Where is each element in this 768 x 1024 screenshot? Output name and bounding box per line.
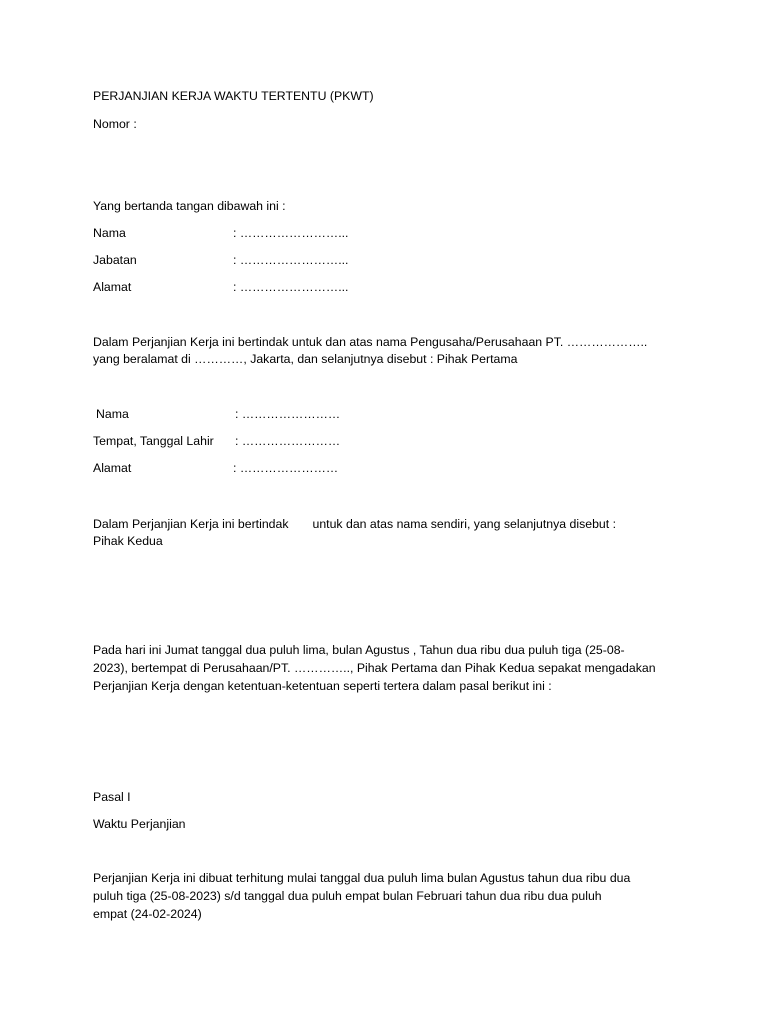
intro-text: Yang bertanda tangan dibawah ini : [93, 199, 286, 213]
pasal1-subheading: Waktu Perjanjian [93, 817, 186, 831]
party1-alamat-label: Alamat [93, 280, 132, 294]
party2-nama-label: Nama [96, 407, 129, 421]
party1-jabatan-label: Jabatan [93, 253, 137, 267]
party2-statement-line1 [93, 517, 616, 532]
party1-nama-value: : ……………………... [233, 226, 349, 240]
pasal1-heading: Pasal I [93, 790, 131, 804]
party2-ttl-label: Tempat, Tanggal Lahir [93, 434, 214, 448]
agreement-line3: Perjanjian Kerja dengan ketentuan-ketentuan seperti tertera dalam pasal berikut ini : [93, 679, 552, 693]
party2-alamat-label: Alamat [93, 461, 132, 475]
party2-alamat-value: : …………………… [233, 461, 339, 475]
pasal1-line3: empat (24-02-2024) [93, 907, 202, 921]
party2-nama-value: : …………………… [235, 407, 341, 421]
party1-nama-label: Nama [93, 226, 126, 240]
party2-statement-part1: Dalam Perjanjian Kerja ini bertindak [93, 517, 289, 531]
party1-statement-line1: Dalam Perjanjian Kerja ini bertindak untuk dan atas nama Pengusaha/Perusahaan PT. ……………….. [93, 335, 648, 349]
party2-statement-line2: Pihak Kedua [93, 534, 163, 548]
party1-alamat-value: : ……………………... [233, 280, 349, 294]
party1-statement-line2: yang beralamat di …………, Jakarta, dan selanjutnya disebut : Pihak Pertama [93, 352, 518, 366]
agreement-line1: Pada hari ini Jumat tanggal dua puluh lima, bulan Agustus , Tahun dua ribu dua puluh tiga (25-08- [93, 643, 625, 657]
party1-jabatan-value: : ……………………... [233, 253, 349, 267]
pasal1-line2: puluh tiga (25-08-2023) s/d tanggal dua puluh empat bulan Februari tahun dua ribu dua puluh [93, 889, 602, 903]
nomor-label: Nomor : [93, 117, 137, 131]
party2-statement-part2: untuk dan atas nama sendiri, yang selanjutnya disebut : [312, 517, 617, 531]
document-title: PERJANJIAN KERJA WAKTU TERTENTU (PKWT) [93, 89, 374, 103]
agreement-line2: 2023), bertempat di Perusahaan/PT. ………….., Pihak Pertama dan Pihak Kedua sepakat mengadakan [93, 661, 656, 675]
pasal1-line1: Perjanjian Kerja ini dibuat terhitung mulai tanggal dua puluh lima bulan Agustus tahun dua ribu dua [93, 871, 631, 885]
party2-ttl-value: : …………………… [235, 434, 341, 448]
